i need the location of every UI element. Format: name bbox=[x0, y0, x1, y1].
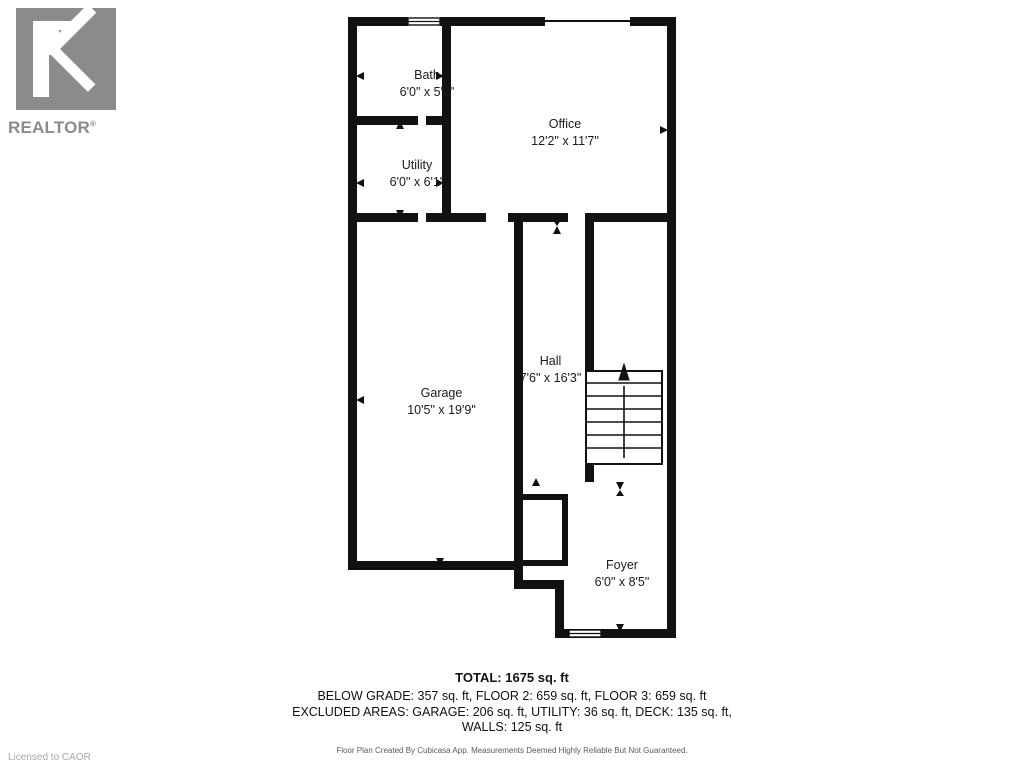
floorplan-svg bbox=[330, 8, 690, 648]
registered-mark: ® bbox=[90, 119, 97, 129]
area-breakdown-line-3: WALLS: 125 sq. ft bbox=[461, 720, 563, 734]
realtor-wordmark bbox=[8, 118, 96, 138]
total-area: TOTAL: 1675 sq. ft bbox=[455, 670, 569, 685]
room-label-office: Office 12'2" x 11'7" bbox=[531, 117, 599, 148]
realtor-wordmark-text: REALTOR bbox=[8, 118, 90, 137]
door-arrows bbox=[356, 72, 668, 632]
realtor-logo bbox=[8, 8, 133, 137]
realtor-r-icon bbox=[16, 8, 116, 110]
floorplan-credit: Floor Plan Created By Cubicasa App. Measurements Deemed Highly Reliable But Not Guaranteed. bbox=[336, 745, 688, 755]
area-breakdown-line-1: BELOW GRADE: 357 sq. ft, FLOOR 2: 659 sq. ft, FLOOR 3: 659 sq. ft bbox=[317, 689, 707, 703]
walls-group bbox=[348, 17, 676, 638]
room-label-garage: Garage 10'5" x 19'9" bbox=[407, 386, 476, 417]
floorplan-diagram bbox=[330, 8, 690, 648]
license-text: Licensed to CAOR bbox=[8, 752, 91, 763]
room-label-foyer: Foyer 6'0" x 8'5" bbox=[594, 558, 650, 589]
room-label-bath: Bath 6'0" x 5'2" bbox=[399, 68, 455, 99]
room-label-hall: Hall 7'6" x 16'3" bbox=[519, 354, 582, 385]
area-breakdown-line-2: EXCLUDED AREAS: GARAGE: 206 sq. ft, UTILITY: 36 sq. ft, DECK: 135 sq. ft, bbox=[292, 704, 732, 719]
area-summary bbox=[0, 670, 1024, 755]
room-label-utility: Utility 6'0" x 6'1" bbox=[389, 158, 445, 189]
